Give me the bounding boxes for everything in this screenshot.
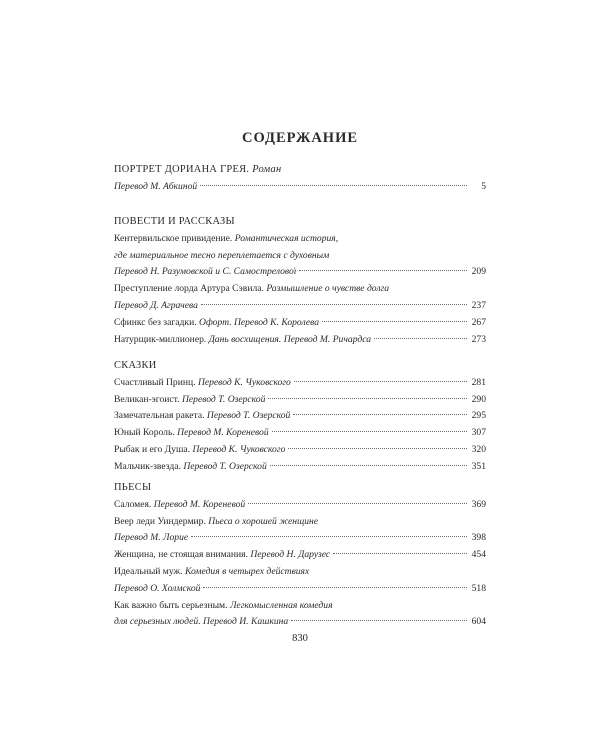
entry-title: Рыбак и его Душа. bbox=[114, 443, 191, 455]
page-number: 320 bbox=[471, 443, 486, 455]
entry-title: Натурщик-миллионер. bbox=[114, 333, 207, 345]
translator-credit: Перевод Н. Разумовской и С. Самострелової bbox=[114, 266, 297, 278]
toc-entry[interactable] bbox=[114, 332, 486, 349]
translator-credit: Перевод Д. Аграчева bbox=[114, 299, 198, 311]
page-number: 307 bbox=[471, 427, 486, 439]
entry-genre: Легкомысленная комедия bbox=[229, 599, 333, 611]
toc-entry[interactable] bbox=[114, 425, 486, 442]
translator-credit: Перевод Т. Озерской bbox=[183, 460, 267, 472]
toc-section-stories bbox=[114, 214, 486, 348]
page-number: 369 bbox=[471, 498, 486, 510]
page-number: 237 bbox=[471, 299, 486, 311]
page-number: 5 bbox=[481, 180, 486, 192]
entry-genre: Пьеса о хорошей женщине bbox=[208, 515, 319, 527]
translator-credit: Перевод М. Ричардса bbox=[283, 333, 372, 345]
leader-dots bbox=[200, 185, 467, 186]
entry-title: Веер леди Уиндермир. bbox=[114, 515, 206, 527]
translator-credit: Перевод М. Лорие bbox=[114, 532, 189, 544]
translator-credit: Перевод М. Кореневой bbox=[177, 427, 269, 439]
page-number: 267 bbox=[471, 316, 486, 328]
toc-entry[interactable] bbox=[114, 375, 486, 392]
toc-entry[interactable] bbox=[114, 281, 486, 315]
toc-entry[interactable] bbox=[114, 392, 486, 409]
page-number: 281 bbox=[471, 376, 486, 388]
toc-entry[interactable] bbox=[114, 564, 486, 598]
translator-credit: Перевод Т. Озерской bbox=[181, 393, 266, 405]
entry-genre: Комедия в четырех действиях bbox=[184, 565, 310, 577]
entry-genre: Размышление о чувстве долга bbox=[266, 283, 390, 295]
translator-credit: Перевод Н. Дарузес bbox=[250, 549, 331, 561]
toc-entry[interactable] bbox=[114, 315, 486, 332]
section-title: ПОВЕСТИ И РАССКАЗЫ bbox=[114, 216, 235, 227]
translator-credit: Перевод О. Холмской bbox=[114, 582, 201, 594]
translator-credit: Перевод М. Кореневой bbox=[153, 498, 246, 510]
leader-dots bbox=[374, 338, 467, 339]
entry-subtitle-line: где материальное тесно переплетается с духовным bbox=[114, 249, 330, 261]
toc-entry[interactable] bbox=[114, 514, 486, 548]
translator-credit: Перевод К. Чуковского bbox=[197, 376, 291, 388]
page-number: 454 bbox=[471, 549, 486, 561]
leader-dots bbox=[201, 304, 467, 305]
translator-credit: Перевод И. Кашкина bbox=[203, 616, 289, 628]
entry-title: Сфинкс без загадки. bbox=[114, 316, 197, 328]
leader-dots bbox=[268, 398, 467, 399]
entry-genre: Романтическая история, bbox=[234, 232, 339, 244]
leader-dots bbox=[270, 465, 467, 466]
entry-title: Мальчик-звезда. bbox=[114, 460, 181, 472]
leader-dots bbox=[293, 414, 467, 415]
page-number: 209 bbox=[471, 266, 486, 278]
page-number: 351 bbox=[471, 460, 486, 472]
leader-dots bbox=[294, 381, 467, 382]
toc-entry[interactable] bbox=[114, 231, 486, 281]
page-number: 518 bbox=[471, 582, 486, 594]
page-title: СОДЕРЖАНИЕ bbox=[241, 130, 359, 146]
entry-title: Кентервильское привидение. bbox=[114, 232, 233, 244]
entry-title: Счастливый Принц. bbox=[114, 376, 196, 388]
leader-dots bbox=[291, 620, 467, 621]
toc-entry[interactable] bbox=[114, 408, 486, 425]
page-number: 398 bbox=[471, 532, 486, 544]
toc-section-dorian-gray bbox=[114, 162, 486, 196]
entry-genre: Офорт. bbox=[199, 316, 232, 328]
page-number: 295 bbox=[471, 410, 486, 422]
translator-credit: Перевод Т. Озерской bbox=[206, 410, 291, 422]
entry-title: Замечательная ракета. bbox=[114, 410, 205, 422]
leader-dots bbox=[322, 321, 467, 322]
leader-dots bbox=[272, 431, 467, 432]
translator-credit: Перевод К. Королева bbox=[233, 316, 320, 328]
translator-credit: Перевод М. Абкиной bbox=[114, 180, 198, 192]
entry-title: Женщина, не стоящая внимания. bbox=[114, 549, 248, 561]
entry-title: Как важно быть серьезным. bbox=[114, 599, 228, 611]
toc-entry[interactable] bbox=[114, 179, 486, 196]
leader-dots bbox=[299, 270, 467, 271]
page-folio: 830 bbox=[292, 633, 308, 644]
section-title: СКАЗКИ bbox=[114, 360, 157, 371]
toc-section-fairy-tales bbox=[114, 358, 486, 476]
leader-dots bbox=[203, 587, 467, 588]
section-title: ПЬЕСЫ bbox=[114, 482, 152, 493]
translator-credit: Перевод К. Чуковского bbox=[192, 443, 286, 455]
leader-dots bbox=[333, 553, 467, 554]
entry-genre: Дань восхищения. bbox=[208, 333, 282, 345]
page-number: 604 bbox=[471, 616, 486, 628]
toc-entry[interactable] bbox=[114, 497, 486, 514]
page-number: 273 bbox=[471, 333, 486, 345]
section-title: ПОРТРЕТ ДОРИАНА ГРЕЯ. Роман bbox=[114, 164, 282, 175]
entry-title: Великан-эгоист. bbox=[114, 393, 180, 405]
toc-entry[interactable] bbox=[114, 598, 486, 632]
entry-title: Саломея. bbox=[114, 498, 152, 510]
entry-subtitle-line: для серьезных людей. bbox=[114, 616, 201, 628]
toc-entry[interactable] bbox=[114, 459, 486, 476]
toc-entry[interactable] bbox=[114, 547, 486, 564]
entry-title: Преступление лорда Артура Сэвила. bbox=[114, 283, 264, 295]
toc-entry[interactable] bbox=[114, 442, 486, 459]
leader-dots bbox=[248, 503, 467, 504]
page-number: 290 bbox=[471, 393, 486, 405]
entry-title: Идеальный муж. bbox=[114, 565, 183, 577]
entry-title: Юный Король. bbox=[114, 427, 175, 439]
leader-dots bbox=[191, 536, 467, 537]
toc-section-plays bbox=[114, 480, 486, 631]
leader-dots bbox=[288, 448, 467, 449]
